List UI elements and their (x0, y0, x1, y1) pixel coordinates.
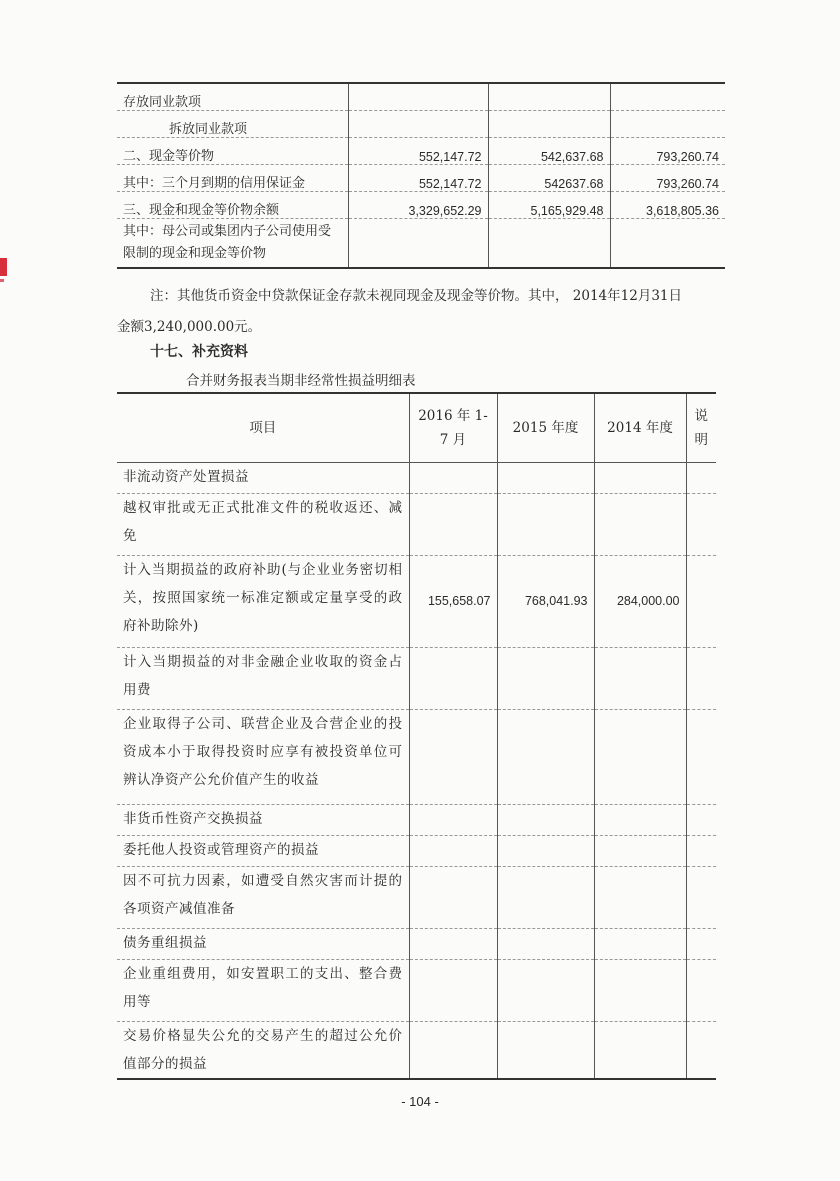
cell-value: 155,658.07 (409, 555, 497, 647)
cell-value (594, 709, 686, 804)
cell-value (686, 647, 716, 709)
item-label: 计入当期损益的对非金融企业收取的资金占用费 (117, 647, 409, 709)
cell-value (497, 959, 594, 1021)
page-number: - 104 - (401, 1094, 439, 1109)
cell-value (409, 835, 497, 866)
cell-value (686, 959, 716, 1021)
table-row (117, 493, 716, 555)
row-label: 存放同业款项 (117, 83, 348, 111)
cell-value (409, 1021, 497, 1079)
cell-value (348, 219, 488, 269)
cell-value (409, 804, 497, 835)
item-label: 委托他人投资或管理资产的损益 (117, 835, 409, 866)
row-label: 拆放同业款项 (117, 111, 348, 138)
header-item: 项目 (117, 393, 409, 462)
cell-value (488, 111, 610, 138)
cell-value (409, 928, 497, 959)
table-row (117, 462, 716, 493)
table-row (117, 138, 725, 165)
cell-value (686, 709, 716, 804)
cell-value (409, 866, 497, 928)
table-row (117, 219, 725, 269)
cell-value (594, 835, 686, 866)
cell-value (497, 835, 594, 866)
cell-value (686, 835, 716, 866)
non-recurring-gains-table (117, 392, 716, 1080)
cell-value (409, 647, 497, 709)
cell-value (409, 959, 497, 1021)
cell-value (610, 83, 725, 111)
cell-value (686, 928, 716, 959)
table-row (117, 555, 716, 647)
cell-value: 552,147.72 (348, 138, 488, 165)
row-label: 其中：母公司或集团内子公司使用受限制的现金和现金等价物 (117, 219, 348, 269)
cell-value: 768,041.93 (497, 555, 594, 647)
cell-value (594, 647, 686, 709)
cell-value (497, 462, 594, 493)
note-line-1: 注：其他货币资金中贷款保证金存款未视同现金及现金等价物。其中， 2014年12月31日 (150, 288, 683, 304)
cell-value (594, 462, 686, 493)
cell-value (686, 462, 716, 493)
stamp-edge-mark (0, 258, 7, 276)
cell-value (409, 493, 497, 555)
item-label: 越权审批或无正式批准文件的税收返还、减免 (117, 493, 409, 555)
cell-value: 3,618,805.36 (610, 192, 725, 219)
cell-value (348, 111, 488, 138)
table-row (117, 709, 716, 804)
item-label: 计入当期损益的政府补助(与企业业务密切相关，按照国家统一标准定额或定量享受的政府补助除外) (117, 555, 409, 647)
cell-value (497, 709, 594, 804)
cell-value (409, 709, 497, 804)
cell-value (594, 804, 686, 835)
row-label: 二、现金等价物 (117, 138, 348, 165)
table-row (117, 835, 716, 866)
row-label: 其中：三个月到期的信用保证金 (117, 165, 348, 192)
cell-value (488, 83, 610, 111)
cell-value: 3,329,652.29 (348, 192, 488, 219)
cash-equivalents-table (117, 82, 725, 269)
cell-value (488, 219, 610, 269)
cell-value (497, 866, 594, 928)
cell-value (594, 1021, 686, 1079)
cell-value: 284,000.00 (594, 555, 686, 647)
cell-value (348, 83, 488, 111)
cell-value (686, 555, 716, 647)
cell-value (594, 959, 686, 1021)
item-label: 因不可抗力因素，如遭受自然灾害而计提的各项资产减值准备 (117, 866, 409, 928)
item-label: 非流动资产处置损益 (117, 462, 409, 493)
header-2014: 2014 年度 (594, 393, 686, 462)
cell-value (409, 462, 497, 493)
cell-value: 542637.68 (488, 165, 610, 192)
table-row (117, 866, 716, 928)
cell-value (594, 493, 686, 555)
cell-value (610, 111, 725, 138)
table-row (117, 959, 716, 1021)
section-title: 十七、补充资料 (150, 344, 248, 360)
item-label: 非货币性资产交换损益 (117, 804, 409, 835)
item-label: 企业重组费用，如安置职工的支出、整合费用等 (117, 959, 409, 1021)
table-row (117, 928, 716, 959)
cell-value (594, 866, 686, 928)
table-row (117, 804, 716, 835)
header-2015: 2015 年度 (497, 393, 594, 462)
cell-value: 552,147.72 (348, 165, 488, 192)
table-row (117, 192, 725, 219)
cell-value (497, 804, 594, 835)
stamp-edge-mark-small (0, 279, 4, 282)
cell-value (686, 493, 716, 555)
table-row (117, 83, 725, 111)
cell-value (686, 1021, 716, 1079)
row-label: 三、现金和现金等价物余额 (117, 192, 348, 219)
item-label: 企业取得子公司、联营企业及合营企业的投资成本小于取得投资时应享有被投资单位可辨认净资产公允价值产生的收益 (117, 709, 409, 804)
header-2016: 2016 年 1-7 月 (409, 393, 497, 462)
cell-value (610, 219, 725, 269)
cell-value (686, 866, 716, 928)
table-row (117, 647, 716, 709)
table-row (117, 1021, 716, 1079)
note-line-2: 金额3,240,000.00元。 (117, 319, 262, 335)
table-row (117, 111, 725, 138)
table-title: 合并财务报表当期非经常性损益明细表 (186, 373, 416, 389)
item-label: 交易价格显失公允的交易产生的超过公允价值部分的损益 (117, 1021, 409, 1079)
table-row (117, 165, 725, 192)
item-label: 债务重组损益 (117, 928, 409, 959)
cell-value (497, 647, 594, 709)
header-notes: 说明 (686, 393, 716, 462)
cell-value: 793,260.74 (610, 138, 725, 165)
cell-value (497, 928, 594, 959)
cell-value: 542,637.68 (488, 138, 610, 165)
cell-value: 5,165,929.48 (488, 192, 610, 219)
table-header-row (117, 393, 716, 462)
cell-value (497, 1021, 594, 1079)
cell-value (497, 493, 594, 555)
cell-value (686, 804, 716, 835)
cell-value (594, 928, 686, 959)
cell-value: 793,260.74 (610, 165, 725, 192)
